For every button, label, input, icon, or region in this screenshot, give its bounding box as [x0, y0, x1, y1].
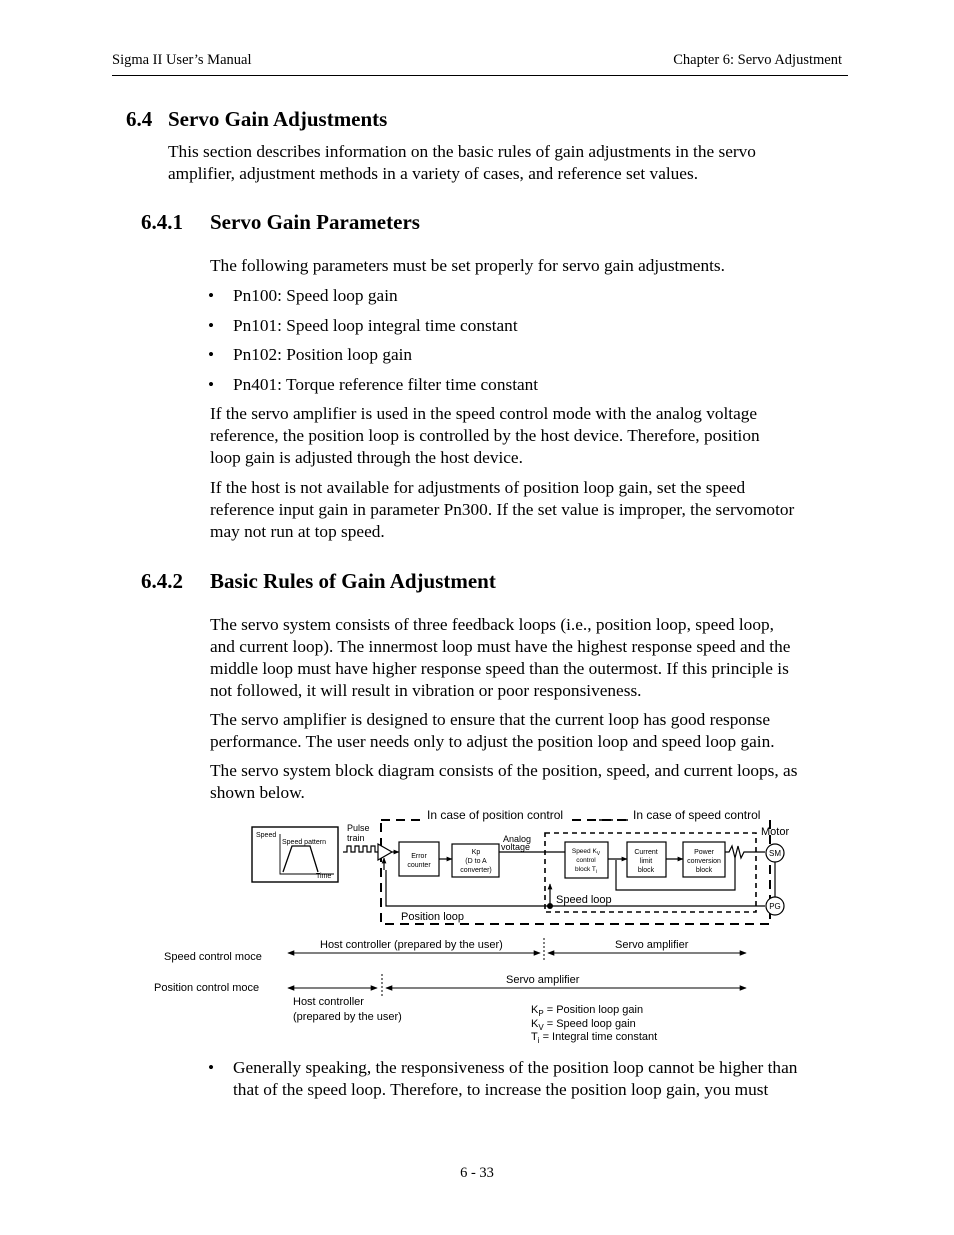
text-line: The servo system consists of three feedback loops (i.e., position loop, speed loop, [210, 615, 774, 634]
text-line: middle loop must have higher response speed than the outermost. If this principle is [210, 659, 789, 678]
text-line: amplifier, adjustment methods in a variety of cases, and reference set values. [168, 164, 699, 183]
legend-p-subscript: P [538, 1009, 544, 1018]
text-line: reference input gain in parameter Pn300. If the set value is improper, the servomotor [210, 500, 795, 519]
kp-label-3: converter) [460, 867, 492, 874]
param-text: Pn102: Position loop gain [233, 345, 413, 364]
position-loop-label: Position loop [401, 911, 464, 923]
host-controller-label: Host controller [293, 996, 364, 1008]
text-line: loop gain is adjusted through the host device. [210, 448, 523, 467]
section-6-4-1-number: 6.4.1 [141, 210, 183, 234]
text-line: may not run at top speed. [210, 522, 385, 541]
legend-v-subscript: V [538, 1023, 544, 1032]
ti-label: block T [575, 866, 596, 873]
host-controller-user-label: Host controller (prepared by the user) [320, 939, 503, 951]
pg-label: PG [769, 902, 781, 911]
current-label-2: limit [639, 858, 653, 865]
servo-amplifier-label-a: Servo amplifier [615, 939, 689, 951]
line-power-to-motor [725, 846, 765, 858]
text-line: The servo system block diagram consists of the position, speed, and current loops, as [210, 761, 798, 780]
section-6-4-1-intro: The following parameters must be set properly for servo gain adjustments. [210, 256, 725, 275]
kp-label-2: (D to A [465, 858, 487, 865]
prepared-by-user-label: (prepared by the user) [293, 1011, 402, 1023]
speed-control-label-2: control [576, 857, 596, 864]
ti-subscript: i [595, 869, 597, 875]
section-6-4-2-title: Basic Rules of Gain Adjustment [210, 569, 496, 593]
voltage-label: voltage [501, 842, 531, 852]
legend-kp [531, 1004, 643, 1018]
current-label-1: Current [634, 849, 658, 856]
power-label-1: Power [694, 849, 714, 856]
text-line: The servo amplifier is designed to ensure that the current loop has good response [210, 710, 771, 729]
text-line: that of the speed loop. Therefore, to increase the position loop gain, you must [233, 1080, 769, 1099]
feedback-node [547, 903, 553, 909]
kv-label: Speed K [571, 848, 597, 855]
text-line: performance. The user needs only to adjust the position loop and speed loop gain. [210, 732, 775, 751]
legend-kv-text: = Speed loop gain [543, 1018, 636, 1030]
param-text: Pn100: Speed loop gain [233, 286, 398, 305]
kv-subscript: V [596, 851, 601, 857]
text-line: If the host is not available for adjustments of position loop gain, set the speed [210, 478, 746, 497]
header-manual-title: Sigma II User’s Manual [112, 52, 252, 68]
text-line: reference, the position loop is controlled by the host device. Therefore, position [210, 426, 760, 445]
current-label-3: block [637, 867, 655, 874]
speed-axis-label: Speed [256, 832, 277, 839]
param-text: Pn401: Torque reference filter time constant [233, 375, 539, 394]
power-label-2: conversion [687, 858, 721, 865]
page-number: 6 - 33 [460, 1165, 494, 1181]
text-line: shown below. [210, 783, 305, 802]
legend-t-letter: T [531, 1031, 538, 1043]
section-6-4-1-title: Servo Gain Parameters [210, 210, 420, 234]
pulse-label: Pulse [347, 823, 370, 833]
section-6-4-title: Servo Gain Adjustments [168, 107, 388, 131]
time-axis-label: Time [316, 873, 332, 880]
train-label: train [347, 833, 365, 843]
text-line: not followed, it will result in vibration or poor responsiveness. [210, 681, 642, 700]
power-label-3: block [695, 867, 713, 874]
sm-label: SM [769, 849, 781, 858]
text-line: Generally speaking, the responsiveness of the position loop cannot be higher than [233, 1058, 798, 1077]
param-text: Pn101: Speed loop integral time constant [233, 316, 518, 335]
servo-amplifier-label-b: Servo amplifier [506, 974, 580, 986]
text-line: This section describes information on the basic rules of gain adjustments in the servo [168, 142, 756, 161]
error-label-1: Error [411, 853, 427, 860]
header-chapter-title: Chapter 6: Servo Adjustment [673, 52, 842, 68]
analog-label: Analog [503, 834, 532, 844]
speed-pattern-label: Speed pattern [282, 839, 326, 846]
error-label-2: counter [407, 862, 431, 869]
kp-label-1: Kp [471, 849, 481, 856]
speed-loop-label: Speed loop [556, 894, 612, 906]
pulse-train-waveform [343, 846, 379, 852]
legend-kv [531, 1018, 636, 1032]
section-6-4-2-number: 6.4.2 [141, 569, 183, 593]
case-speed-label: In case of speed control [633, 808, 761, 822]
summing-junction [378, 844, 392, 860]
speed-control-mode-label: Speed control moce [164, 951, 262, 963]
legend-k-letter: K [531, 1018, 539, 1030]
motor-label: Motor [761, 826, 790, 838]
legend-i-subscript: i [537, 1036, 540, 1045]
position-control-mode-label: Position control moce [154, 982, 260, 994]
legend-ti [531, 1031, 657, 1045]
section-6-4-number: 6.4 [126, 107, 153, 131]
legend-ti-text: = Integral time constant [539, 1031, 658, 1043]
legend-kp-text: = Position loop gain [543, 1004, 644, 1016]
text-line: If the servo amplifier is used in the speed control mode with the analog voltage [210, 404, 758, 423]
legend-k-letter: K [531, 1004, 539, 1016]
case-position-label: In case of position control [427, 808, 564, 822]
text-line: and current loop). The innermost loop must have the highest response speed and the [210, 637, 791, 656]
